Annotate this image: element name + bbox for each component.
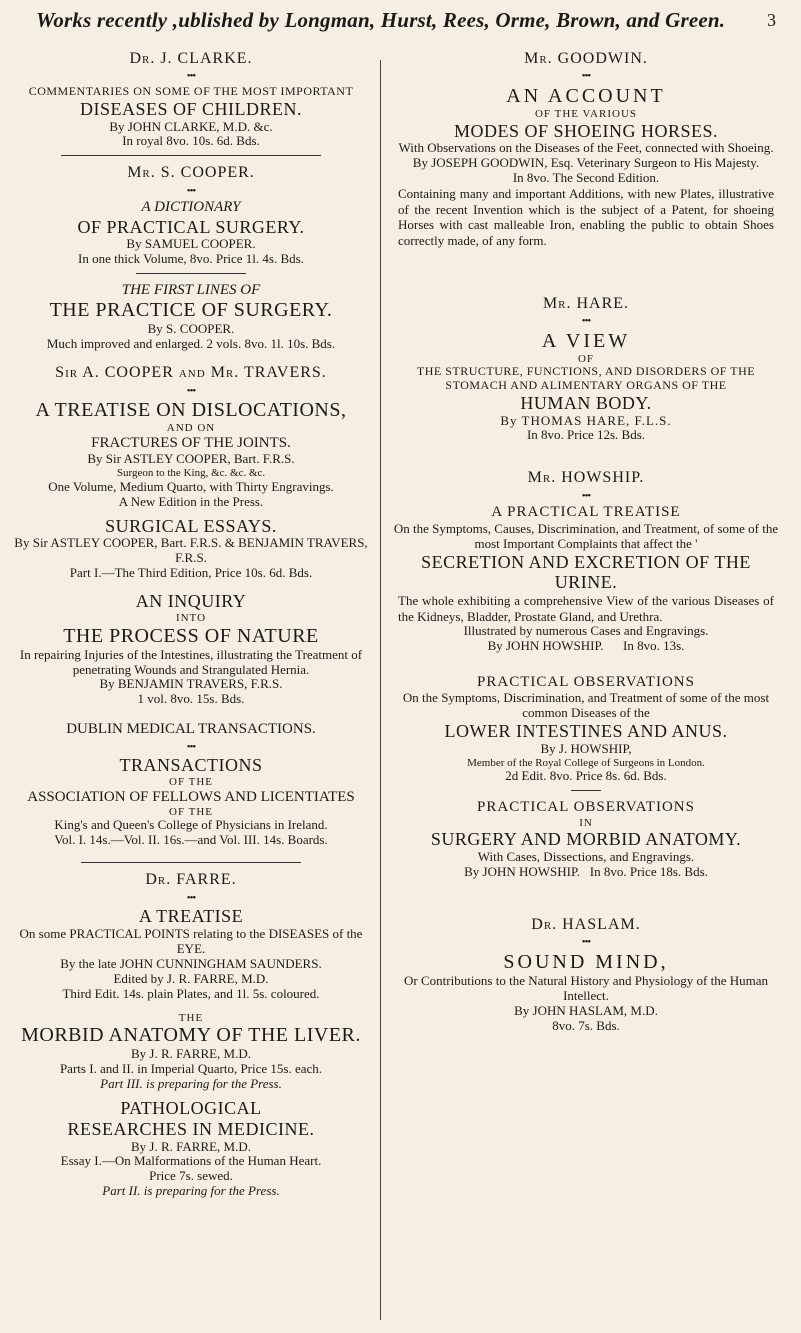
description: Or Contributions to the Natural History and Physiology of the Human Intellect. [404,972,768,1003]
book-title: HUMAN BODY. [520,392,652,413]
illustration-line: Illustrated by numerous Cases and Engravings. [463,623,709,639]
edition-line: A New Edition in the Press. [118,493,264,509]
cases-line: With Cases, Dissections, and Engravings. [477,848,695,864]
by-line: By J. HOWSHIP, [540,740,632,756]
ornament: ••• [186,740,196,753]
book-title: TRANSACTIONS [119,755,263,776]
by-line: By SAMUEL COOPER. [126,236,256,252]
by-line: By JOHN CLARKE, M.D. &c. [109,118,273,134]
divider [81,862,301,863]
entry-hare [392,295,780,444]
note-line: Part III. is preparing for the Press. [100,1076,282,1092]
price-line: Third Edit. 14s. plain Plates, and 1l. 5s. coloured. [62,985,320,1001]
title-line: IN [579,816,593,829]
divider [136,273,246,274]
ornament: ••• [186,184,196,197]
entry-cooper [10,164,372,352]
by-line: By BENJAMIN TRAVERS, F.R.S. [99,676,283,692]
by-text: By JOHN HOWSHIP. [487,638,604,654]
right-column [392,44,780,1034]
description: On the Symptoms, Discrimination, and Treatment of some of the most common Diseases of the [402,690,770,721]
author-heading: Mr. HOWSHIP. [527,469,645,487]
member-line: Member of the Royal College of Surgeons in London. [467,756,705,769]
price-line: Vol. I. 14s.—Vol. II. 16s.—and Vol. III. 14s. Boards. [54,832,328,848]
entry-howship [392,469,780,879]
entry-haslam [392,916,780,1034]
author-heading: Sir A. COOPER and Mr. TRAVERS. [55,364,327,382]
book-title: A TREATISE [138,906,244,927]
college-line: King's and Queen's College of Physicians in Ireland. [54,817,328,833]
by-line: By THOMAS HARE, F.L.S. [500,412,672,428]
price-line: 1 vol. 8vo. 15s. Bds. [137,691,245,707]
edition-line: In 8vo. The Second Edition. [512,170,660,186]
title-line: INTO [175,611,207,624]
description: On the Symptoms, Causes, Discrimination, and Treatment, of some of the most Important Complaints that affect the ' [393,520,779,551]
essay-line: Essay I.—On Malformations of the Human Heart. [60,1153,322,1169]
book-title: DISEASES OF CHILDREN. [79,98,303,119]
book-title: AN INQUIRY [135,591,247,612]
editor-line: Edited by J. R. FARRE, M.D. [113,970,269,986]
description: On some PRACTICAL POINTS relating to the DISEASES of the EYE. [19,926,363,956]
entry-cooper-travers [10,364,372,707]
page-number: 3 [767,10,776,30]
by-line: By Sir ASTLEY COOPER, Bart. F.R.S. & BENJAMIN TRAVERS, F.R.S. [14,535,368,566]
book-title: MODES OF SHOEING HORSES. [453,120,719,141]
column-divider [380,60,381,1320]
page-header [36,4,776,44]
ornament: ••• [581,314,591,327]
entry-dublin [10,721,372,848]
book-title: OF PRACTICAL SURGERY. [77,216,305,237]
by-line: By the late JOHN CUNNINGHAM SAUNDERS. [60,955,322,971]
author-heading: Mr. S. COOPER. [127,164,255,182]
divider [61,155,321,156]
running-title: Works recently ,ublished by Longman, Hurst, Rees, Orme, Brown, and Green. [36,8,726,32]
title-line: OF [577,352,595,365]
book-title: A TREATISE ON DISLOCATIONS, [35,399,347,422]
by-line: By J. R. FARRE, M.D. [130,1046,252,1062]
by-line: By JOHN HASLAM, M.D. [514,1002,658,1018]
book-title: SURGICAL ESSAYS. [105,515,277,536]
book-title: SURGERY AND MORBID ANATOMY. [430,829,742,850]
price-line: In one thick Volume, 8vo. Price 1l. 4s. Bds. [78,251,304,267]
title-line: OF THE [169,805,213,818]
book-title: LOWER INTESTINES AND ANUS. [444,721,728,742]
ornament: ••• [186,384,196,397]
book-title: THE PROCESS OF NATURE [63,624,319,647]
price-line: Parts I. and II. in Imperial Quarto, Price 15s. each. [59,1061,323,1077]
ornament: ••• [186,891,196,904]
by-text: By JOHN HOWSHIP. [464,863,581,879]
by-line [392,865,780,880]
book-title: PRACTICAL OBSERVATIONS [477,673,695,690]
book-title: FRACTURES OF THE JOINTS. [91,435,291,452]
ornament: ••• [581,936,591,949]
title-line: COMMENTARIES ON SOME OF THE MOST IMPORTANT [28,84,354,99]
left-column [10,44,372,1199]
title-line: OF THE VARIOUS [534,108,638,121]
book-title: SOUND MIND, [503,950,669,973]
by-line: By S. COOPER. [147,321,235,337]
title-line: AND ON [166,422,216,435]
book-title: A PRACTICAL TREATISE [491,504,681,521]
by-line: By JOSEPH GOODWIN, Esq. Veterinary Surgeon to His Majesty. [412,155,760,171]
author-heading: Mr. GOODWIN. [524,50,648,67]
title-line: THE [178,1011,204,1024]
price-line: In 8vo. Price 12s. Bds. [526,427,646,443]
book-title: SECRETION AND EXCRETION OF THE URINE. [421,551,751,593]
book-title: RESEARCHES IN MEDICINE. [67,1118,315,1139]
author-heading: Dr. FARRE. [145,871,237,889]
book-title: MORBID ANATOMY OF THE LIVER. [21,1024,361,1047]
book-title: AN ACCOUNT [506,85,666,108]
description: In repairing Injuries of the Intestines, illustrating the Treatment of penetrating Wounds and Strangulated Hernia. [19,646,363,677]
title-line: A DICTIONARY [141,199,241,216]
description: With Observations on the Diseases of the Feet, connected with Shoeing. [398,140,774,156]
price-line: Price 7s. sewed. [149,1168,233,1184]
price-line: In royal 8vo. 10s. 6d. Bds. [122,133,260,149]
author-heading: Mr. HARE. [542,294,630,312]
divider [571,790,601,791]
entry-clarke [10,50,372,149]
author-heading: DUBLIN MEDICAL TRANSACTIONS. [66,721,316,738]
volume-line: One Volume, Medium Quarto, with Thirty Engravings. [48,478,334,494]
price-text: In 8vo. 13s. [623,638,685,654]
ornament: ••• [186,70,196,83]
surgeon-line: Surgeon to the King, &c. &c. &c. [116,467,266,480]
entry-farre [10,871,372,1199]
book-title: PATHOLOGICAL [120,1098,262,1119]
title-line: OF THE [169,775,213,788]
by-line: By J. R. FARRE, M.D. [130,1138,252,1154]
book-title: A VIEW [541,329,631,352]
price-line: Part I.—The Third Edition, Price 10s. 6d. Bds. [69,565,313,581]
book-title: THE PRACTICE OF SURGERY. [49,299,333,322]
ornament: ••• [581,70,591,83]
book-title: ASSOCIATION OF FELLOWS AND LICENTIATES [27,788,355,805]
book-title: PRACTICAL OBSERVATIONS [477,799,695,816]
entry-goodwin [392,50,780,249]
description: Containing many and important Additions, with new Plates, illustrative of the recent Invention which is the subject of a Patent, for shoeing Horses with cast malleable Iron, enabling the public to obtain Shoes correctly made, of any form. [398,186,774,248]
author-heading: Dr. J. CLARKE. [129,50,253,67]
by-line: By Sir ASTLEY COOPER, Bart. F.R.S. [87,451,295,467]
price-line: 2d Edit. 8vo. Price 8s. 6d. Bds. [505,768,667,784]
by-line [392,639,780,654]
title-line: THE STRUCTURE, FUNCTIONS, AND DISORDERS OF THE STOMACH AND ALIMENTARY ORGANS OF THE [416,364,756,393]
title-line: THE FIRST LINES OF [121,282,261,299]
price-line: 8vo. 7s. Bds. [552,1017,620,1033]
description: The whole exhibiting a comprehensive View of the various Diseases of the Kidneys, Bladder, Prostate Gland, and Urethra. [398,592,774,624]
note-line: Part II. is preparing for the Press. [102,1183,280,1199]
price-line: Much improved and enlarged. 2 vols. 8vo. 1l. 10s. Bds. [46,336,336,352]
author-heading: Dr. HASLAM. [531,915,641,933]
price-text: In 8vo. Price 18s. Bds. [589,863,708,879]
ornament: ••• [581,489,591,502]
